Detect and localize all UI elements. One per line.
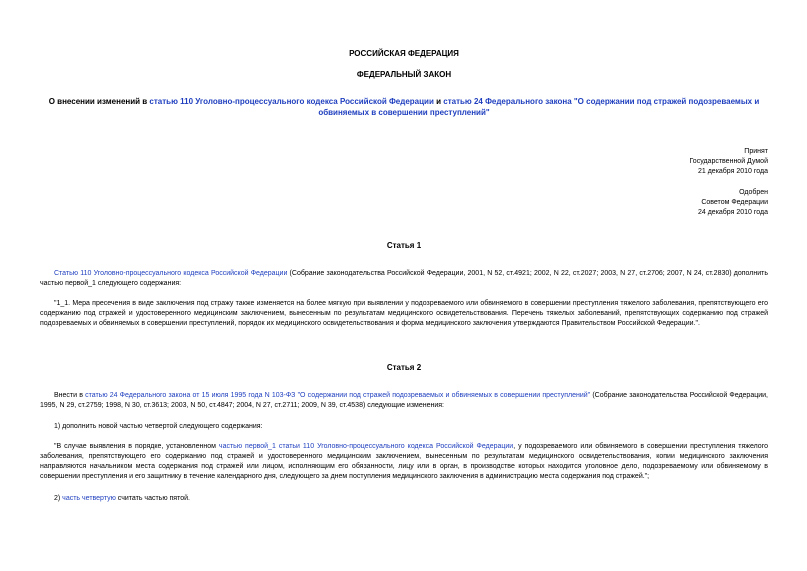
article1-intro-text: (Собрание законодательства Российской Федерации, 2001, N 52, ст.4921; 2002, N 22, ст.2027; 2003, N 27, ст.2706; 2007, N 24, ст.2830) дополнить частью первой_1 следующего содержания:	[40, 270, 768, 287]
law-type-heading: ФЕДЕРАЛЬНЫЙ ЗАКОН	[356, 70, 452, 79]
approved-label: Одобрен	[739, 189, 768, 196]
accepted-by: Государственной Думой	[689, 158, 768, 165]
title-link-article-24[interactable]: статью 24 Федерального закона "О содержании под стражей подозреваемых и обвиняемых в совершении преступлений"	[318, 97, 760, 117]
title-link-article-110[interactable]: статью 110 Уголовно-процессуального кодекса Российской Федерации	[149, 97, 434, 106]
article2-heading: Статья 2	[386, 363, 422, 372]
article2-item2	[40, 494, 768, 504]
accepted-date: 21 декабря 2010 года	[697, 168, 768, 175]
article2-intro-text: (Собрание законодательства Российской Федерации, 1995, N 29, ст.2759; 1998, N 30, ст.3613; 2003, N 50, ст.4847; 2004, N 27, ст.2711; 2009, N 39, ст.4538) следующие изменения:	[40, 392, 768, 409]
article2-item2-link[interactable]: часть четвертую	[62, 495, 116, 502]
article2-link[interactable]: статью 24 Федерального закона от 15 июля 1995 года N 103-ФЗ "О содержании под стражей подозреваемых и обвиняемых в совершении преступлений"	[85, 392, 591, 399]
article2-quote	[40, 442, 768, 482]
accepted-label: Принят	[744, 148, 768, 155]
article2-intro	[40, 391, 768, 411]
approved-by: Советом Федерации	[701, 199, 768, 206]
article2-item1: 1) дополнить новой частью четвертой следующего содержания:	[54, 423, 263, 430]
article1-intro	[40, 269, 768, 289]
country-heading: РОССИЙСКАЯ ФЕДЕРАЦИЯ	[349, 49, 459, 58]
article2-intro-prefix: Внести в	[54, 392, 86, 399]
article2-item2-text: считать частью пятой.	[115, 495, 190, 502]
article2-quote-link[interactable]: частью первой_1 статьи 110 Уголовно-процессуального кодекса Российской Федерации	[218, 443, 514, 450]
article2-quote-prefix: "В случае выявления в порядке, установленном	[54, 443, 219, 450]
approved-date: 24 декабря 2010 года	[697, 209, 768, 216]
adoption-block-duma	[40, 147, 768, 177]
adoption-block-council	[40, 188, 768, 218]
article2-quote-text: , у подозреваемого или обвиняемого в совершении преступления тяжелого заболевания, препятствующего его содержанию под стражей и удостоверенного медицинским заключением, вынесенным по результатам медицинского освидетельствования, копии медицинского заключения направляются начальником места содержания под стражей или лицом, исполняющим его обязанности, лицу или в орган, в производстве которых находится уголовное дело, подозреваемому или обвиняемому в совершении преступления и его защитнику в течение календарного дня, следующего за днем поступления медицинского заключения в администрацию места содержания под стражей.";	[40, 443, 768, 480]
law-title	[40, 96, 768, 118]
article2-item2-prefix: 2)	[54, 495, 63, 502]
article1-heading: Статья 1	[386, 241, 422, 250]
article1-quote: "1_1. Мера пресечения в виде заключения под стражу также изменяется на более мягкую при выявлении у подозреваемого или обвиняемого в совершении преступления тяжелого заболевания, препятствующего его содержанию под стражей и удостоверенного медицинским заключением, вынесенным по результатам медицинского освидетельствования. Перечень тяжелых заболеваний, препятствующих содержанию под стражей подозреваемых и обвиняемых в совершении преступлений, порядок их медицинского освидетельствования и форма медицинского заключения утверждаются Правительством Российской Федерации.".	[40, 300, 768, 327]
title-middle: и	[433, 97, 444, 106]
title-prefix: О внесении изменений в	[48, 97, 150, 106]
article1-link[interactable]: Статью 110 Уголовно-процессуального кодекса Российской Федерации	[54, 270, 288, 277]
